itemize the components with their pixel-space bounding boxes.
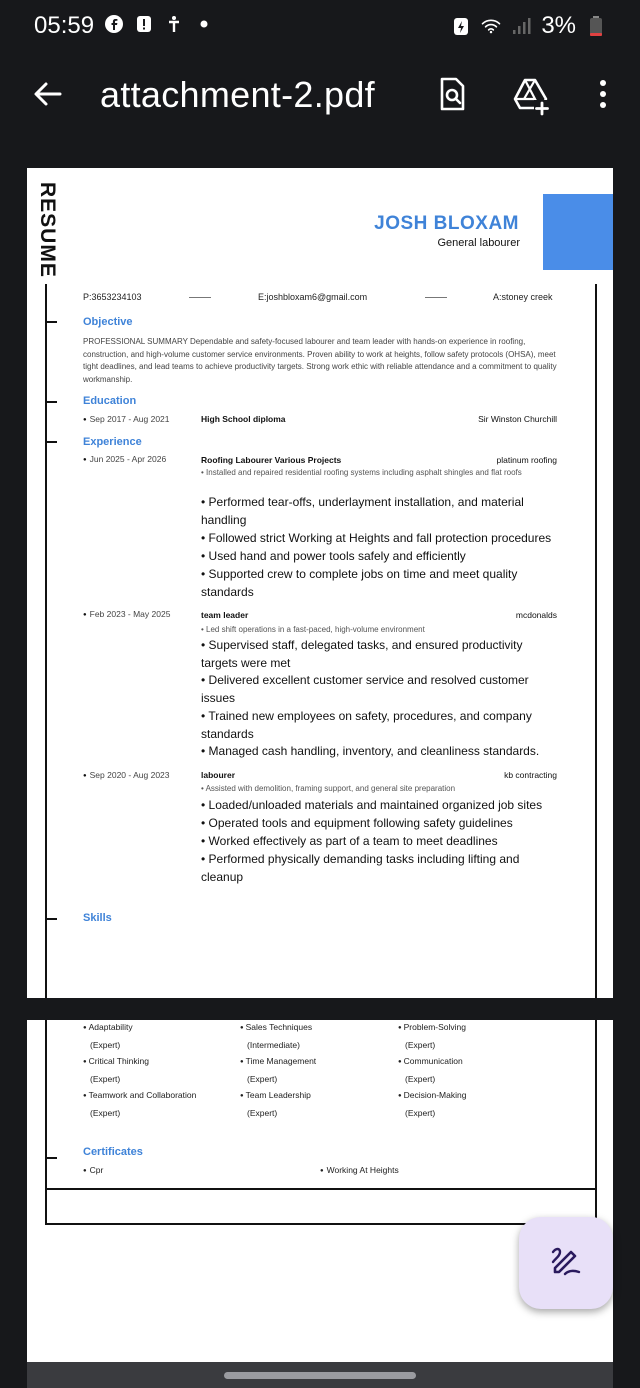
certificates-heading: Certificates xyxy=(83,1146,143,1158)
add-to-drive-icon[interactable] xyxy=(512,76,548,112)
contact-phone: P:3653234103 xyxy=(83,292,142,302)
education-school: Sir Winston Churchill xyxy=(478,414,557,424)
objective-heading: Objective xyxy=(83,316,133,328)
certificate-item: ● Working At Heights xyxy=(320,1165,399,1175)
job-summary: • Led shift operations in a fast-paced, high-volume environment xyxy=(201,625,425,634)
job-title: labourer xyxy=(201,770,236,780)
status-icons xyxy=(104,14,214,34)
job-bullet: • Supported crew to complete jobs on time and meet quality standards xyxy=(201,567,518,599)
skill-item: ● Teamwork and Collaboration (Expert) xyxy=(83,1088,196,1121)
pdf-page-2 xyxy=(27,1020,613,1362)
page-border-bottom xyxy=(45,1223,597,1225)
skill-item: ● Problem-Solving (Expert) xyxy=(398,1020,466,1053)
candidate-name: JOSH BLOXAM xyxy=(374,213,519,234)
job-bullet: • Managed cash handling, inventory, and cleanliness standards. xyxy=(201,744,540,758)
candidate-role: General labourer xyxy=(437,237,520,249)
skill-item: ● Adaptability (Expert) xyxy=(83,1020,133,1053)
status-time: 05:59 xyxy=(34,12,95,39)
pen-edit-icon xyxy=(549,1244,583,1283)
back-arrow-icon[interactable] xyxy=(30,76,66,112)
skill-item: ● Communication (Expert) xyxy=(398,1054,463,1087)
battery-saver-icon xyxy=(451,16,471,36)
app-toolbar xyxy=(0,60,640,132)
section-tick xyxy=(45,441,57,443)
facebook-icon xyxy=(104,14,124,34)
page-border-right xyxy=(595,284,597,998)
section-divider xyxy=(45,1188,597,1190)
skill-item: ● Decision-Making (Expert) xyxy=(398,1088,466,1121)
objective-text: PROFESSIONAL SUMMARY Dependable and safety-focused labourer and team leader with hands-on experience in roofing, construction, and high-volume customer service environments. Proven ability to work at heights, follow safety protocols (OHSA), meet tight deadlines, and lead teams to achieve productivity targets. Strong work ethic with reliable attendance and a commitment to quality workmanship. xyxy=(83,337,557,384)
skill-item: ● Team Leadership (Expert) xyxy=(240,1088,311,1121)
job-bullet: • Performed physically demanding tasks including lifting and cleanup xyxy=(201,852,520,884)
job-company: kb contracting xyxy=(504,770,557,780)
job-date: ● Feb 2023 - May 2025 xyxy=(83,609,170,619)
divider xyxy=(189,297,211,298)
battery-percent: 3% xyxy=(541,12,576,39)
experience-heading: Experience xyxy=(83,436,142,448)
pdf-page-1 xyxy=(27,168,613,998)
divider xyxy=(425,297,447,298)
section-tick xyxy=(45,401,57,403)
job-title: Roofing Labourer Various Projects xyxy=(201,455,342,465)
job-bullet: • Trained new employees on safety, procedures, and company standards xyxy=(201,709,532,741)
timeline-rule xyxy=(45,284,47,998)
job-bullet: • Followed strict Working at Heights and fall protection procedures xyxy=(201,531,552,545)
skill-item: ● Sales Techniques (Intermediate) xyxy=(240,1020,312,1053)
education-heading: Education xyxy=(83,395,137,407)
home-handle[interactable] xyxy=(224,1372,416,1379)
resume-side-label: RESUME xyxy=(36,182,59,278)
skills-heading: Skills xyxy=(83,912,112,924)
battery-icon xyxy=(586,16,606,36)
section-tick xyxy=(45,918,57,920)
job-summary: • Installed and repaired residential roofing systems including asphalt shingles and flat roofs xyxy=(201,468,522,477)
job-date: ● Sep 2020 - Aug 2023 xyxy=(83,770,170,780)
job-summary: • Assisted with demolition, framing support, and general site preparation xyxy=(201,784,456,793)
job-date: ● Jun 2025 - Apr 2026 xyxy=(83,454,166,464)
accessibility-icon xyxy=(164,14,184,34)
document-title: attachment-2.pdf xyxy=(100,74,375,115)
job-bullet: • Supervised staff, delegated tasks, and ensured productivity targets were met xyxy=(201,638,523,670)
job-bullet: • Used hand and power tools safely and efficiently xyxy=(201,549,466,563)
page-border-right xyxy=(595,1020,597,1224)
job-title: team leader xyxy=(201,610,249,620)
job-bullet: • Operated tools and equipment following safety guidelines xyxy=(201,816,513,830)
job-company: mcdonalds xyxy=(515,610,557,620)
wifi-icon xyxy=(481,16,501,36)
job-bullet: • Delivered excellent customer service and resolved customer issues xyxy=(201,673,529,705)
education-date: ● Sep 2017 - Aug 2021 xyxy=(83,414,170,424)
job-bullet: • Loaded/unloaded materials and maintained organized job sites xyxy=(201,798,543,812)
education-title: High School diploma xyxy=(201,414,286,424)
job-bullet: • Worked effectively as part of a team to meet deadlines xyxy=(201,834,498,848)
alert-icon xyxy=(134,14,154,34)
annotate-button[interactable] xyxy=(519,1217,613,1309)
contact-email: E:joshbloxam6@gmail.com xyxy=(258,292,368,302)
skill-item: ● Critical Thinking (Expert) xyxy=(83,1054,149,1087)
search-document-icon[interactable] xyxy=(434,76,470,112)
signal-icon xyxy=(511,16,531,36)
accent-block xyxy=(543,194,613,270)
certificate-item: ● Cpr xyxy=(83,1165,103,1175)
more-options-icon[interactable] xyxy=(590,76,626,112)
dot-icon xyxy=(194,14,214,34)
status-bar xyxy=(0,0,640,52)
job-bullet: • Performed tear-offs, underlayment installation, and material handling xyxy=(201,495,524,527)
skill-item: ● Time Management (Expert) xyxy=(240,1054,316,1087)
section-tick xyxy=(45,321,57,323)
contact-address: A:stoney creek xyxy=(493,292,553,302)
section-tick xyxy=(45,1157,57,1159)
job-company: platinum roofing xyxy=(496,455,557,465)
timeline-rule xyxy=(45,1020,47,1224)
